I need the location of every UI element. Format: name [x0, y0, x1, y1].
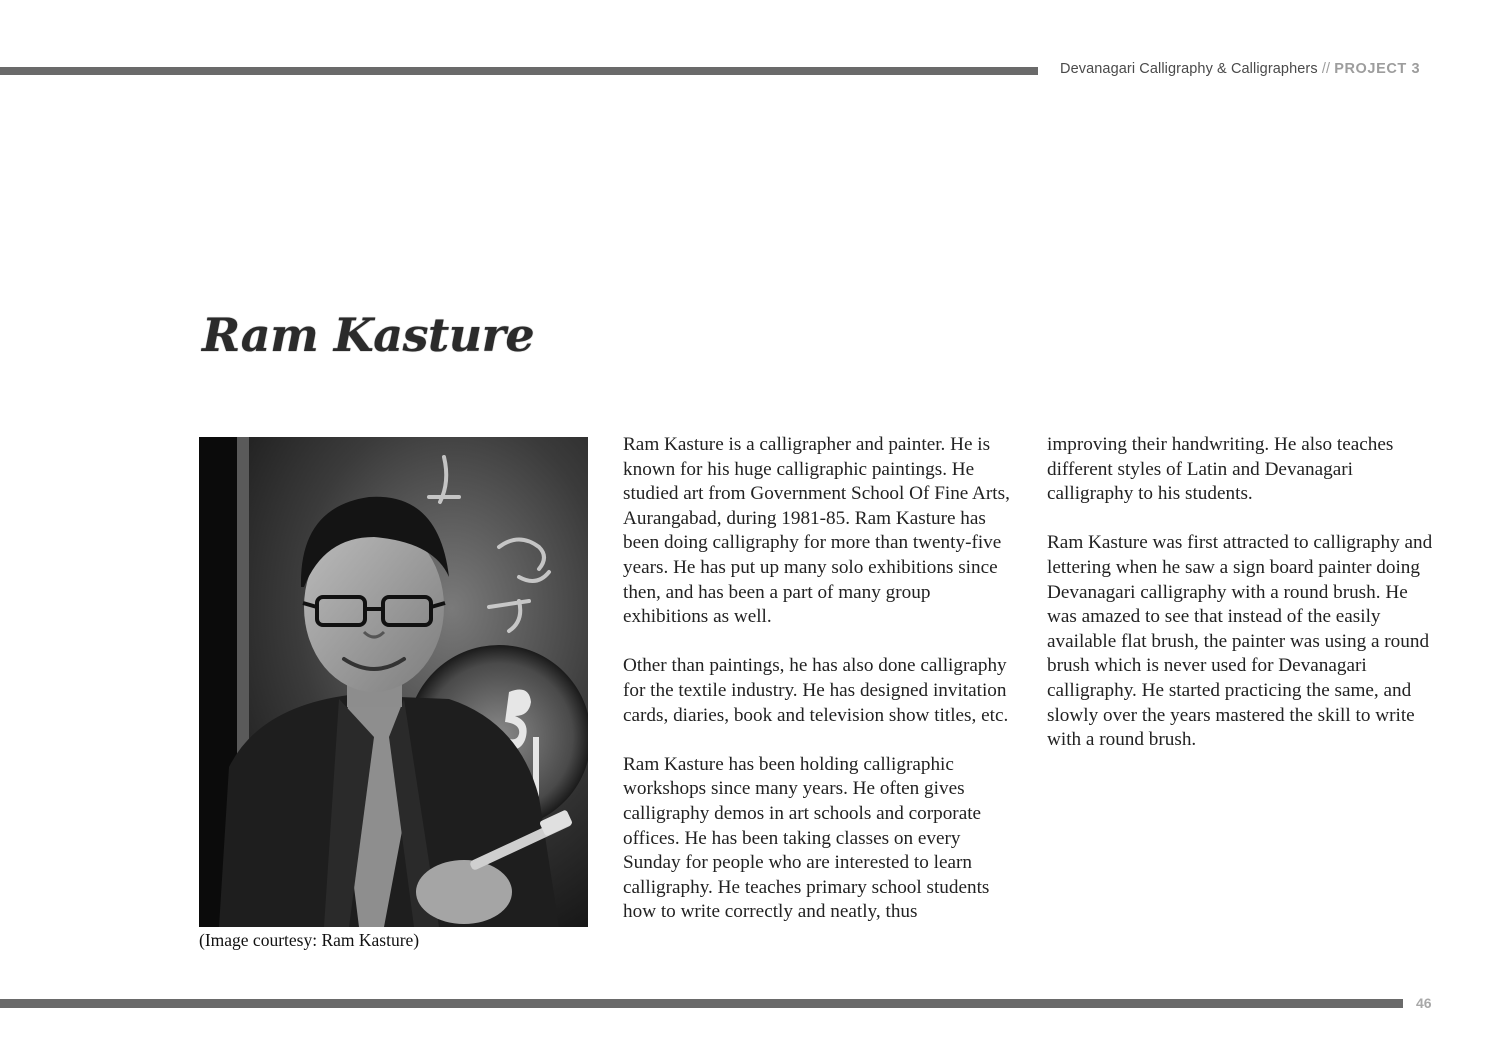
page-title: Ram Kasture — [202, 308, 535, 362]
paragraph: Ram Kasture has been holding calligraphic workshops since many years. He often gives calligraphy demos in art schools and corporate offices. He has been taking classes on every Sunday for people who are interested to learn calligraphy. He teaches primary school students how to write correctly and neatly, thus — [623, 753, 990, 923]
paragraph: improving their handwriting. He also teaches different styles of Latin and Devanagari calligraphy to his students. — [1047, 434, 1394, 505]
project-label: PROJECT 3 — [1334, 61, 1421, 77]
paragraph: Other than paintings, he has also done calligraphy for the textile industry. He has designed invitation cards, diaries, book and television show titles, etc. — [623, 655, 1009, 726]
portrait-illustration — [199, 437, 588, 927]
header-separator: // — [1317, 61, 1335, 77]
running-header — [1060, 61, 1440, 77]
paragraph: Ram Kasture is a calligrapher and painter. He is known for his huge calligraphic paintings. He studied art from Government School Of Fine Arts, Aurangabad, during 1981-85. Ram Kasture has been doing calligraphy for more than twenty-five years. He has put up many solo exhibitions since then, and has been a part of many group exhibitions as well. — [623, 434, 1010, 628]
body-column-1 — [623, 433, 1018, 949]
page-number: 46 — [1416, 995, 1432, 1011]
portrait-photo — [199, 437, 588, 927]
body-column-2 — [1047, 433, 1442, 777]
bottom-rule — [0, 999, 1403, 1008]
running-title: Devanagari Calligraphy & Calligraphers — [1060, 61, 1318, 77]
paragraph: Ram Kasture was first attracted to calligraphy and lettering when he saw a sign board painter doing Devanagari calligraphy with a round brush. He was amazed to see that instead of the easily available flat brush, the painter was using a round brush which is never used for Devanagari calligraphy. He started practicing the same, and slowly over the years mastered the skill to write with a round brush. — [1047, 532, 1433, 751]
top-rule — [0, 67, 1038, 75]
photo-caption: (Image courtesy: Ram Kasture) — [199, 930, 420, 950]
